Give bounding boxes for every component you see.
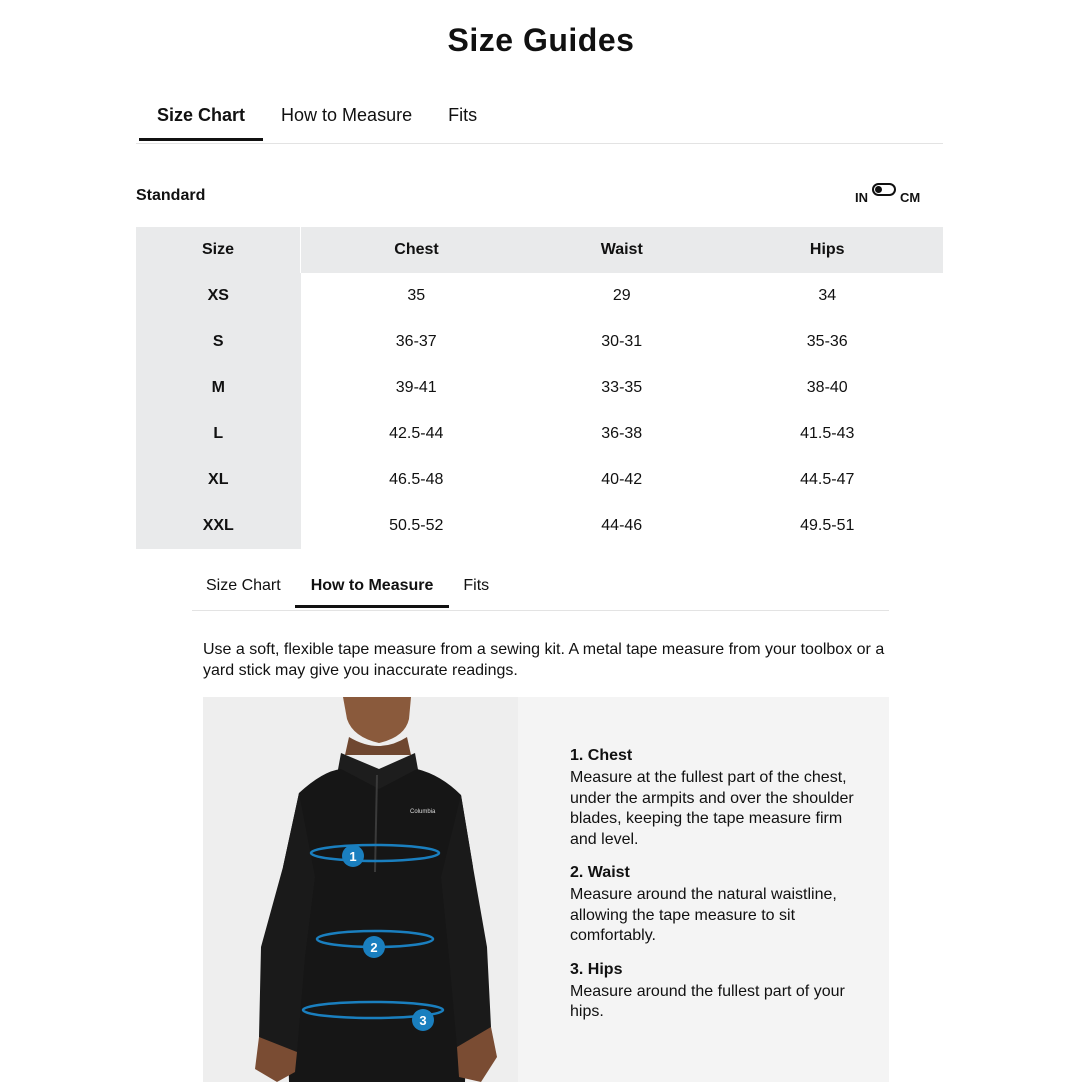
waist-marker-label: 2: [370, 940, 378, 955]
size-guide-tabs: [136, 86, 943, 144]
measure-tabs: [192, 563, 889, 611]
chest-cell: 42.5-44: [389, 425, 444, 442]
table-row: [136, 319, 943, 365]
table-row: [136, 365, 943, 411]
chest-cell: 46.5-48: [389, 471, 444, 488]
size-cell: M: [136, 365, 301, 411]
step-chest-text: Measure at the fullest part of the chest, under the armpits and over the shoulder blades, keeping the tape measure firm and level.: [570, 769, 854, 848]
torso-shape: [283, 769, 473, 1082]
waist-cell: 36-38: [601, 425, 643, 442]
table-row: [136, 273, 943, 319]
step-hips-heading: 3. Hips: [570, 960, 623, 978]
header-waist: Waist: [532, 227, 712, 273]
size-cell: XXL: [136, 503, 301, 549]
header-chest: Chest: [301, 227, 532, 273]
waist-cell: 30-31: [601, 333, 643, 350]
tab-how-to-measure-secondary[interactable]: How to Measure: [295, 563, 450, 608]
tab-fits-secondary[interactable]: Fits: [463, 577, 490, 594]
table-row: [136, 503, 943, 549]
model-illustration: [203, 697, 518, 1082]
brand-logo: Columbia: [410, 809, 436, 815]
unit-in-label: IN: [855, 190, 868, 205]
chest-cell: 50.5-52: [389, 517, 444, 534]
face-shape: [343, 697, 411, 743]
waist-cell: 40-42: [601, 471, 643, 488]
table-row: [136, 457, 943, 503]
hips-cell: 49.5-51: [800, 517, 855, 534]
hips-cell: 34: [818, 287, 837, 304]
chest-marker-label: 1: [349, 849, 357, 864]
unit-toggle[interactable]: [872, 183, 896, 196]
page-title: Size Guides: [447, 22, 635, 58]
step-waist-text: Measure around the natural waistline, allowing the tape measure to sit comfortably.: [570, 886, 837, 944]
size-cell: XL: [136, 457, 301, 503]
hips-marker-label: 3: [419, 1013, 427, 1028]
size-cell: XS: [136, 273, 301, 319]
waist-cell: 44-46: [601, 517, 643, 534]
step-hips-text: Measure around the fullest part of your hips.: [570, 982, 845, 1020]
unit-toggle-group: [855, 183, 920, 205]
chest-cell: 35: [407, 287, 426, 304]
size-cell: L: [136, 411, 301, 457]
table-row: [136, 411, 943, 457]
chest-cell: 36-37: [395, 333, 437, 350]
tab-size-chart[interactable]: Size Chart: [139, 86, 263, 141]
header-hips: Hips: [711, 227, 943, 273]
hips-cell: 41.5-43: [800, 425, 855, 442]
hips-cell: 44.5-47: [800, 471, 855, 488]
section-label: Standard: [136, 187, 206, 204]
measure-panel: [203, 697, 889, 1082]
hips-cell: 35-36: [806, 333, 848, 350]
toggle-knob: [875, 186, 882, 193]
chest-cell: 39-41: [395, 379, 437, 396]
size-cell: S: [136, 319, 301, 365]
waist-cell: 33-35: [601, 379, 643, 396]
tab-size-chart-secondary[interactable]: Size Chart: [206, 577, 281, 594]
step-waist-heading: 2. Waist: [570, 864, 630, 881]
tab-how-to-measure[interactable]: How to Measure: [281, 105, 413, 125]
step-chest-heading: 1. Chest: [570, 747, 633, 764]
unit-cm-label: CM: [900, 190, 921, 205]
measure-steps: [570, 747, 870, 1037]
tab-fits[interactable]: Fits: [448, 105, 478, 125]
header-size: Size: [136, 227, 301, 273]
measure-intro-text: Use a soft, flexible tape measure from a sewing kit. A metal tape measure from your toolbox or a yard stick may give you inaccurate readings.: [203, 641, 885, 679]
hips-cell: 38-40: [806, 379, 848, 396]
model-figure: [203, 697, 518, 1082]
waist-cell: 29: [612, 287, 631, 304]
size-chart-table: [136, 227, 943, 549]
table-header-row: [136, 227, 943, 273]
